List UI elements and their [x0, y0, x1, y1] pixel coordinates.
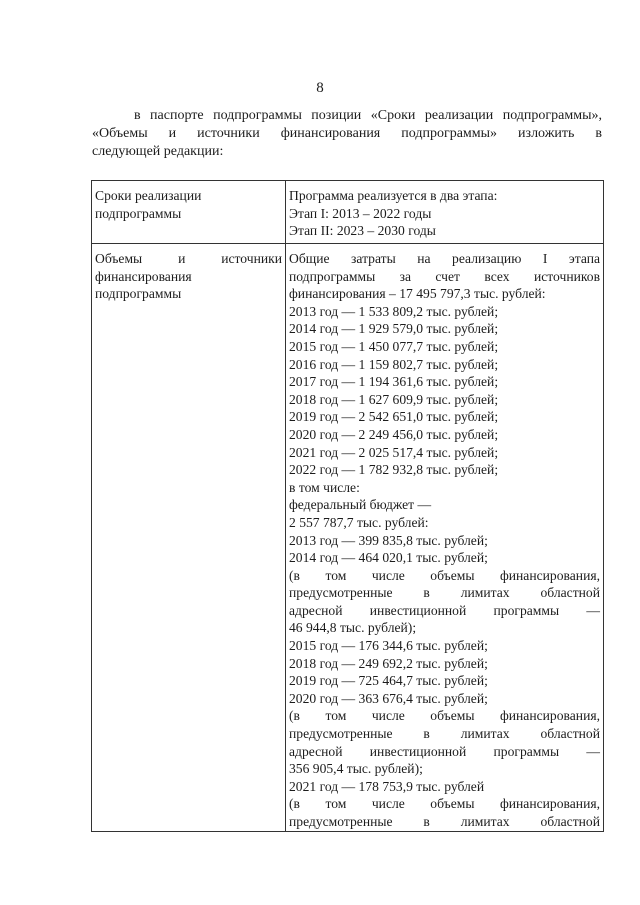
- funding-line: 46 944,8 тыс. рублей);: [289, 620, 417, 636]
- table-row-terms: [92, 181, 604, 244]
- funding-line: Общие затраты на реализацию I этапа: [289, 251, 600, 266]
- funding-line: 2014 год — 1 929 579,0 тыс. рублей;: [289, 321, 499, 337]
- funding-line: (в том числе объемы финансирования,: [289, 708, 600, 724]
- funding-line: 2019 год — 725 464,7 тыс. рублей;: [289, 673, 488, 689]
- label-line: подпрограммы: [95, 286, 182, 302]
- value-line: Этап II: 2023 – 2030 годы: [289, 223, 436, 239]
- value-line: Этап I: 2013 – 2022 годы: [289, 205, 432, 221]
- intro-paragraph: [92, 107, 602, 161]
- funding-line: 2015 год — 176 344,6 тыс. рублей;: [289, 638, 488, 654]
- funding-line: финансирования – 17 495 797,3 тыс. рублей:: [289, 286, 546, 302]
- funding-line: 2013 год — 1 533 809,2 тыс. рублей;: [289, 303, 499, 319]
- row-funding-value: [286, 244, 604, 832]
- funding-line: 2016 год — 1 159 802,7 тыс. рублей;: [289, 356, 499, 372]
- funding-line: 356 905,4 тыс. рублей);: [289, 761, 423, 777]
- funding-line: (в том числе объемы финансирования,: [289, 567, 600, 583]
- funding-line: 2018 год — 249 692,2 тыс. рублей;: [289, 655, 488, 671]
- funding-line: адресной инвестиционной программы —: [289, 743, 600, 759]
- intro-line: в паспорте подпрограммы позиции «Сроки реализации подпрограммы»,: [134, 108, 602, 123]
- label-line: Объемы и источники: [95, 251, 282, 266]
- row-terms-value: [286, 181, 604, 244]
- funding-line: в том числе:: [289, 479, 360, 495]
- value-line: Программа реализуется в два этапа:: [289, 188, 498, 203]
- funding-line: (в том числе объемы финансирования,: [289, 796, 600, 812]
- label-line: подпрограммы: [95, 205, 182, 221]
- funding-line: 2018 год — 1 627 609,9 тыс. рублей;: [289, 391, 499, 407]
- funding-line: федеральный бюджет —: [289, 497, 432, 513]
- funding-line: 2021 год — 178 753,9 тыс. рублей: [289, 778, 485, 794]
- funding-line: 2015 год — 1 450 077,7 тыс. рублей;: [289, 338, 499, 354]
- funding-line: предусмотренные в лимитах областной: [289, 726, 600, 742]
- funding-line: 2014 год — 464 020,1 тыс. рублей;: [289, 550, 488, 566]
- funding-line: предусмотренные в лимитах областной: [289, 814, 600, 829]
- intro-line: следующей редакции:: [92, 144, 224, 159]
- label-line: Сроки реализации: [95, 188, 202, 203]
- funding-line: 2021 год — 2 025 517,4 тыс. рублей;: [289, 444, 499, 460]
- table-row-funding: [92, 244, 604, 832]
- passport-table: [91, 180, 604, 832]
- funding-line: подпрограммы за счет всех источников: [289, 268, 600, 284]
- page-number: 8: [316, 80, 324, 96]
- funding-line: 2019 год — 2 542 651,0 тыс. рублей;: [289, 409, 499, 425]
- funding-line: 2017 год — 1 194 361,6 тыс. рублей;: [289, 374, 499, 390]
- label-line: финансирования: [95, 268, 192, 284]
- row-funding-label: [92, 244, 286, 832]
- funding-line: 2020 год — 363 676,4 тыс. рублей;: [289, 690, 488, 706]
- row-terms-label: [92, 181, 286, 244]
- funding-line: адресной инвестиционной программы —: [289, 602, 600, 618]
- funding-line: 2022 год — 1 782 932,8 тыс. рублей;: [289, 462, 499, 478]
- funding-line: 2020 год — 2 249 456,0 тыс. рублей;: [289, 426, 499, 442]
- funding-line: 2 557 787,7 тыс. рублей:: [289, 514, 429, 530]
- intro-line: «Объемы и источники финансирования подпрограммы» изложить в: [92, 126, 602, 141]
- funding-line: предусмотренные в лимитах областной: [289, 585, 600, 601]
- funding-line: 2013 год — 399 835,8 тыс. рублей;: [289, 532, 488, 548]
